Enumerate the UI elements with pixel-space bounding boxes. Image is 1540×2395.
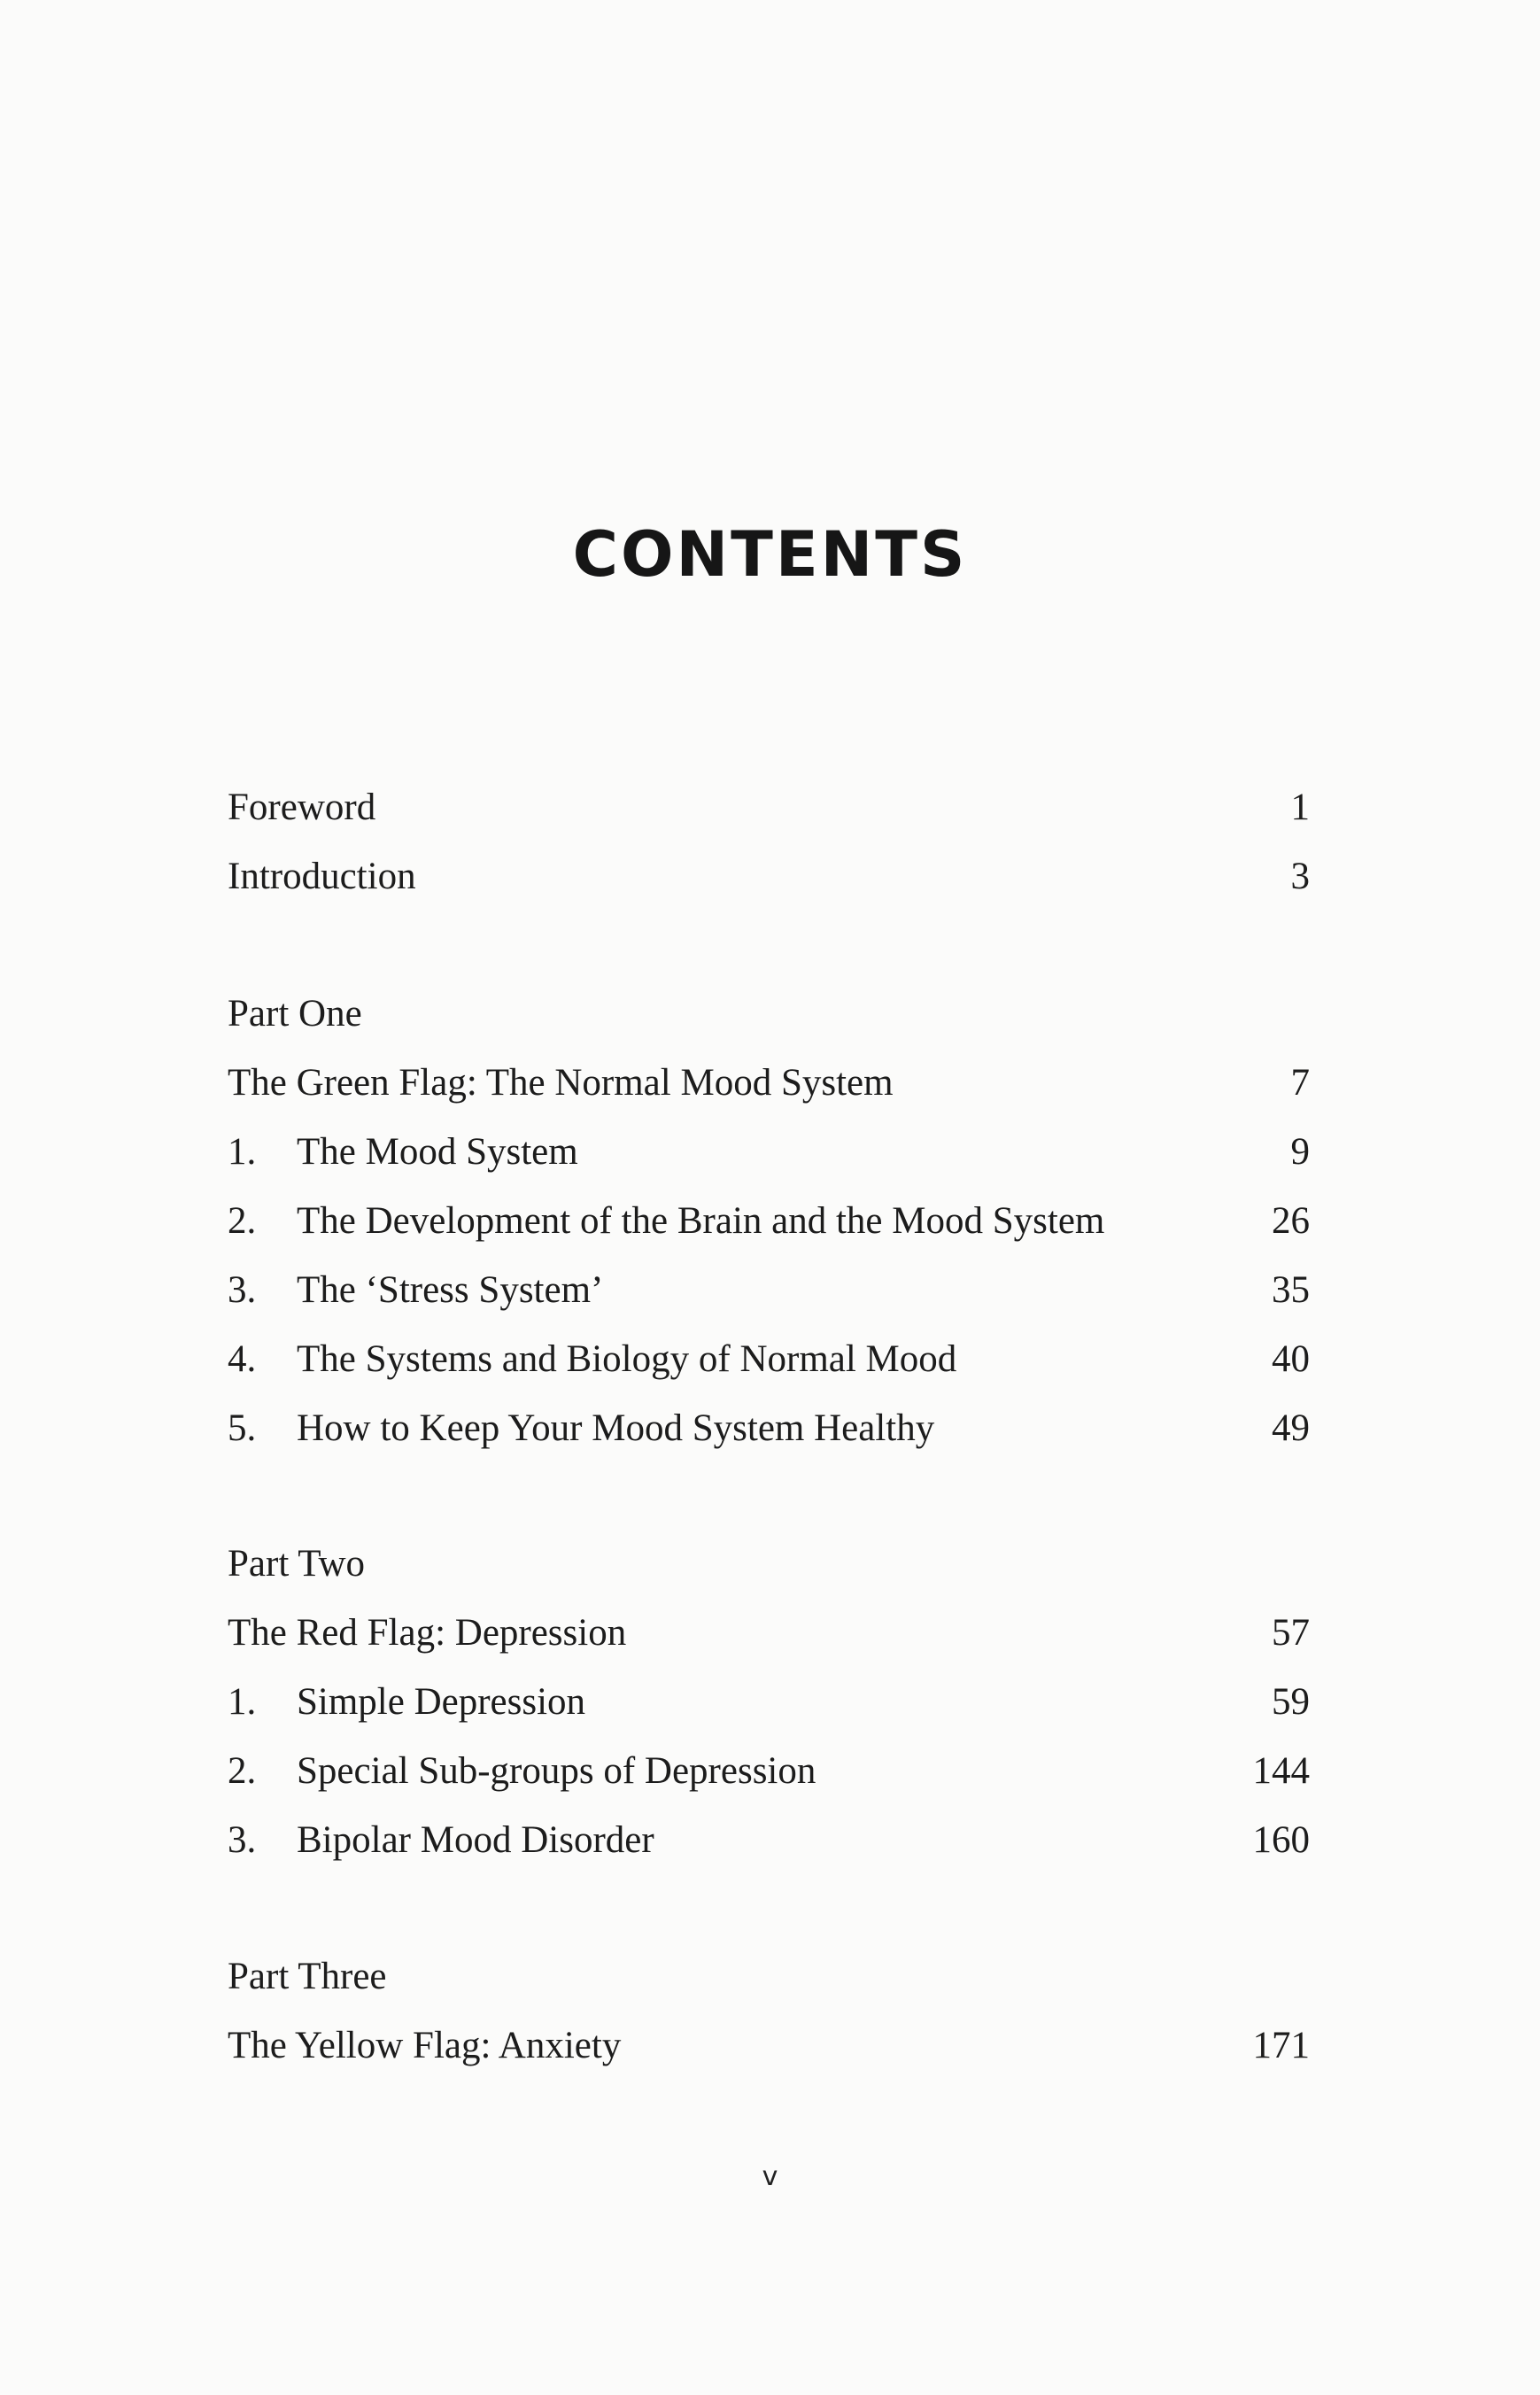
toc-chapter [228,1806,1310,1875]
toc-entry-introduction [228,842,1310,911]
toc-entry-page: 59 [1272,1681,1310,1723]
toc-chapter [228,1394,1310,1463]
toc-entry-page: 171 [1252,2025,1310,2066]
toc-chapter-number: 2. [228,1750,257,1792]
toc-entry-foreword [228,773,1310,842]
toc-entry-page: 49 [1272,1407,1310,1449]
toc-entry-page: 3 [1290,856,1310,897]
toc-part-heading-three [228,1942,1310,2011]
toc-entry-label: Special Sub-groups of Depression [297,1750,816,1792]
toc-chapter-number: 4. [228,1338,257,1380]
toc-entry-label: The Development of the Brain and the Mood System [297,1200,1105,1242]
toc-entry-page: 1 [1290,787,1310,828]
toc-entry-yellow-flag [228,2011,1310,2081]
page-number: v [762,2161,778,2192]
toc-entry-label: The ‘Stress System’ [297,1269,604,1311]
toc-chapter-number: 3. [228,1269,257,1311]
toc-entry-label: Foreword [228,787,376,828]
page-title: CONTENTS [572,518,968,591]
toc-chapter [228,1668,1310,1737]
toc-entry-page: 26 [1272,1200,1310,1242]
toc-entry-page: 7 [1290,1062,1310,1104]
toc-chapter [228,1256,1310,1325]
toc-chapter-number: 3. [228,1819,257,1861]
toc-entry-label: The Systems and Biology of Normal Mood [297,1338,957,1380]
toc-entry-label: Simple Depression [297,1681,586,1723]
toc-chapter-number: 5. [228,1407,257,1449]
toc-entry-label: How to Keep Your Mood System Healthy [297,1407,935,1449]
toc-entry-page: 57 [1272,1612,1310,1654]
toc-part-label: Part Two [228,1543,366,1585]
toc-entry-page: 35 [1272,1269,1310,1311]
toc-entry-label: Bipolar Mood Disorder [297,1819,654,1861]
toc-entry-label: The Red Flag: Depression [228,1612,627,1654]
toc-part-label: Part One [228,993,362,1035]
toc-entry-label: The Green Flag: The Normal Mood System [228,1062,894,1104]
toc-chapter-number: 2. [228,1200,257,1242]
toc-entry-page: 144 [1252,1750,1310,1792]
toc-entry-page: 9 [1290,1131,1310,1173]
toc-entry-page: 40 [1272,1338,1310,1380]
toc-part-heading-two [228,1530,1310,1599]
toc-part-heading-one [228,980,1310,1049]
toc-entry-label: Introduction [228,856,416,897]
toc-chapter-number: 1. [228,1131,257,1173]
toc-chapter [228,1737,1310,1806]
toc-entry-label: The Mood System [297,1131,578,1173]
toc-entry-label: The Yellow Flag: Anxiety [228,2025,622,2066]
toc-part-label: Part Three [228,1956,387,1997]
toc-chapter [228,1118,1310,1187]
toc-entry-red-flag [228,1599,1310,1668]
toc-entry-green-flag [228,1049,1310,1118]
toc-chapter [228,1325,1310,1394]
toc-chapter-number: 1. [228,1681,257,1723]
toc-entry-page: 160 [1252,1819,1310,1861]
toc-chapter [228,1187,1310,1256]
